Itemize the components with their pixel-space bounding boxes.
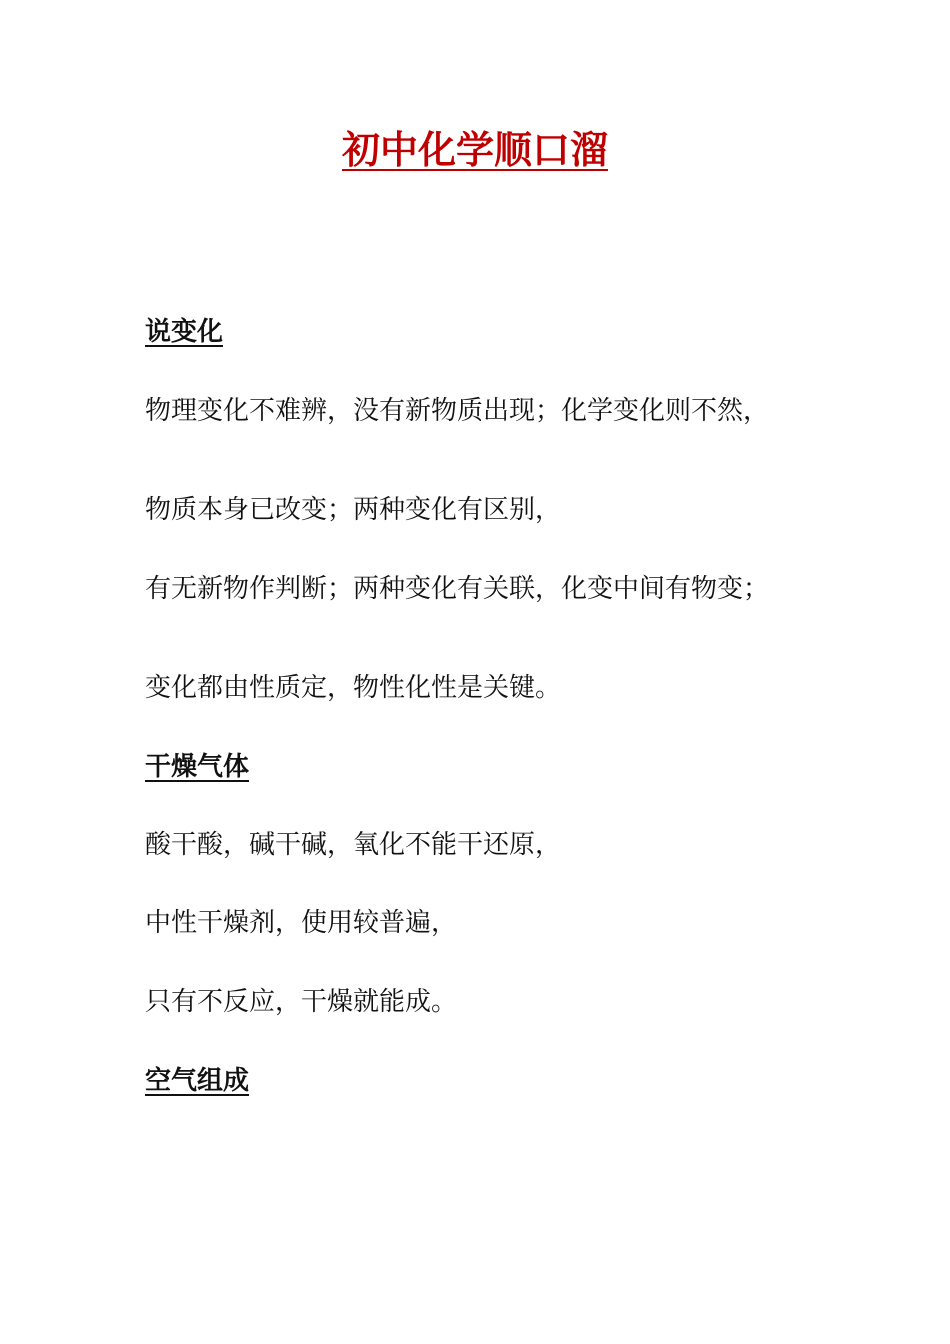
- section-drying-line-3: 只有不反应，干燥就能成。: [145, 987, 458, 1017]
- section-change-line-4: 变化都由性质定，物性化性是关键。: [145, 673, 562, 703]
- section-change-line-1: 物理变化不难辨，没有新物质出现；化学变化则不然，: [145, 396, 770, 426]
- section-heading-change: 说变化: [145, 317, 224, 347]
- section-drying-line-1: 酸干酸，碱干碱，氧化不能干还原，: [145, 830, 562, 860]
- section-drying-line-2: 中性干燥剂，使用较普遍，: [145, 908, 458, 938]
- section-heading-air-composition: 空气组成: [145, 1066, 250, 1096]
- section-change-line-2: 物质本身已改变；两种变化有区别，: [145, 495, 562, 525]
- section-heading-drying-gas: 干燥气体: [145, 752, 250, 782]
- section-change-line-3: 有无新物作判断；两种变化有关联，化变中间有物变；: [145, 574, 770, 604]
- document-title: 初中化学顺口溜: [341, 127, 608, 172]
